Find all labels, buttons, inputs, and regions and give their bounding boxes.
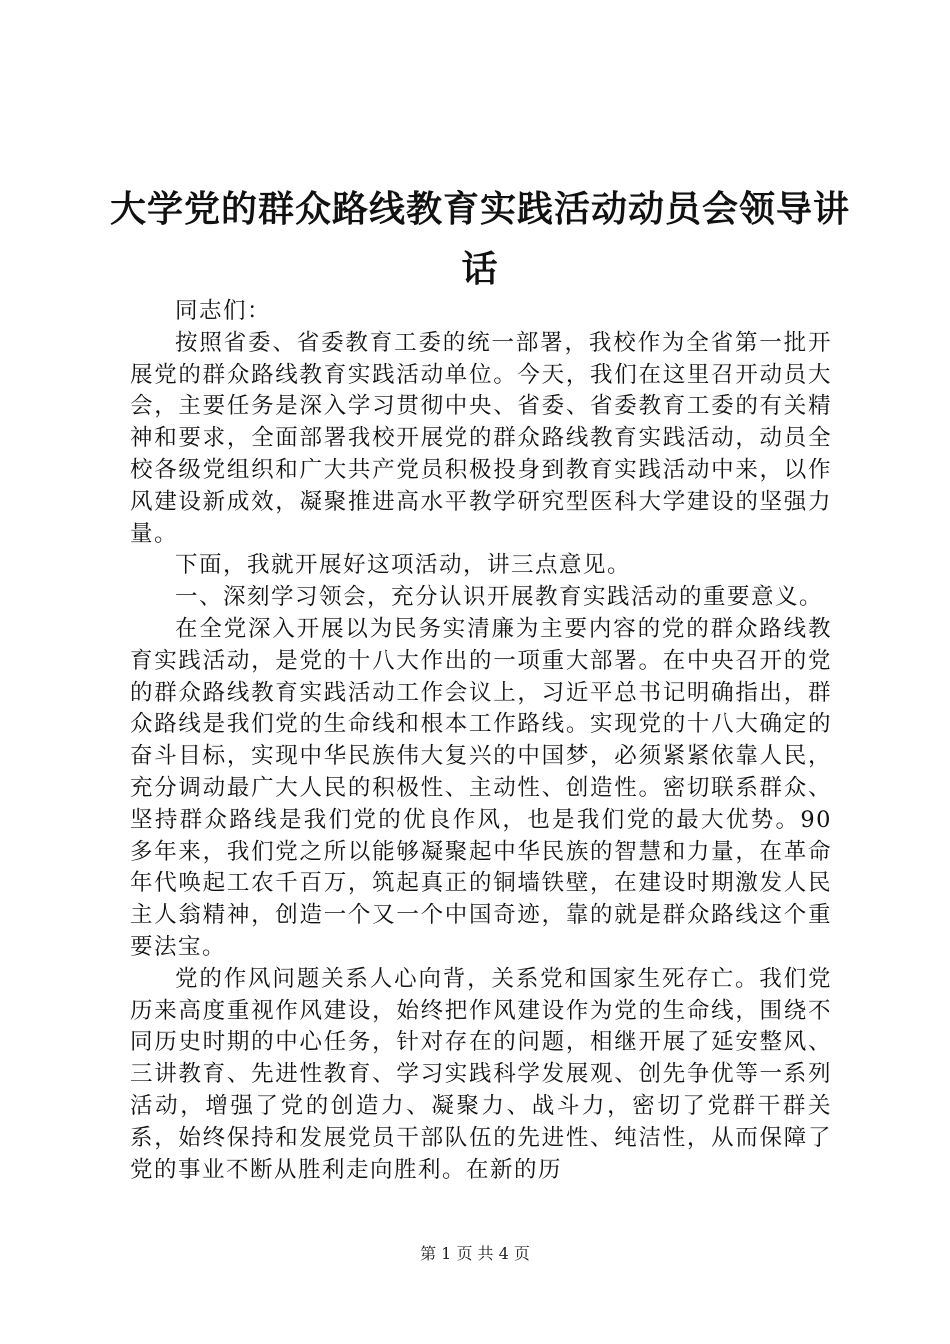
document-body [130, 296, 832, 1186]
paragraph-salutation: 同志们： [175, 298, 272, 324]
section-heading: 一、深刻学习领会，充分认识开展教育实践活动的重要意义。 [175, 584, 824, 611]
paragraph: 下面，我就开展好这项活动，讲三点意见。 [175, 552, 632, 579]
paragraph: 在全党深入开展以为民务实清廉为主要内容的党的群众路线教育实践活动，是党的十八大作出的一项重大部署。在中央召开的党的群众路线教育实践活动工作会议上，习近平总书记明确指出，群众路线是我们党的生命线和根本工作路线。实现党的十八大确定的奋斗目标，实现中华民族伟大复兴的中国梦，必须紧紧依靠人民，充分调动最广大人民的积极性、主动性、创造性。密切联系群众、坚持群众路线是我们党的优良作风，也是我们党的最大优势。90多年来，我们党之所以能够凝聚起中华民族的智慧和力量，在革命年代唤起工农千百万，筑起真正的铜墙铁壁，在建设时期激发人民主人翁精神，创造一个又一个中国奇迹，靠的就是群众路线这个重要法宝。 [130, 615, 832, 960]
page-footer: 第 1 页 共 4 页 [420, 1244, 530, 1263]
paragraph: 按照省委、省委教育工委的统一部署，我校作为全省第一批开展党的群众路线教育实践活动单位。今天，我们在这里召开动员大会，主要任务是深入学习贯彻中央、省委、省委教育工委的有关精神和要求，全面部署我校开展党的群众路线教育实践活动，动员全校各级党组织和广大共产党员积极投身到教育实践活动中来，以作风建设新成效，凝聚推进高水平教学研究型医科大学建设的坚强力量。 [130, 329, 832, 547]
document-title: 大学党的群众路线教育实践活动动员会领导讲话 [110, 189, 851, 290]
paragraph: 党的作风问题关系人心向背，关系党和国家生死存亡。我们党历来高度重视作风建设，始终把作风建设作为党的生命线，围绕不同历史时期的中心任务，针对存在的问题，相继开展了延安整风、三讲教育、先进性教育、学习实践科学发展观、创先争优等一系列活动，增强了党的创造力、凝聚力、战斗力，密切了党群干群关系，始终保持和发展党员干部队伍的先进性、纯洁性，从而保障了党的事业不断从胜利走向胜利。在新的历 [130, 965, 832, 1183]
